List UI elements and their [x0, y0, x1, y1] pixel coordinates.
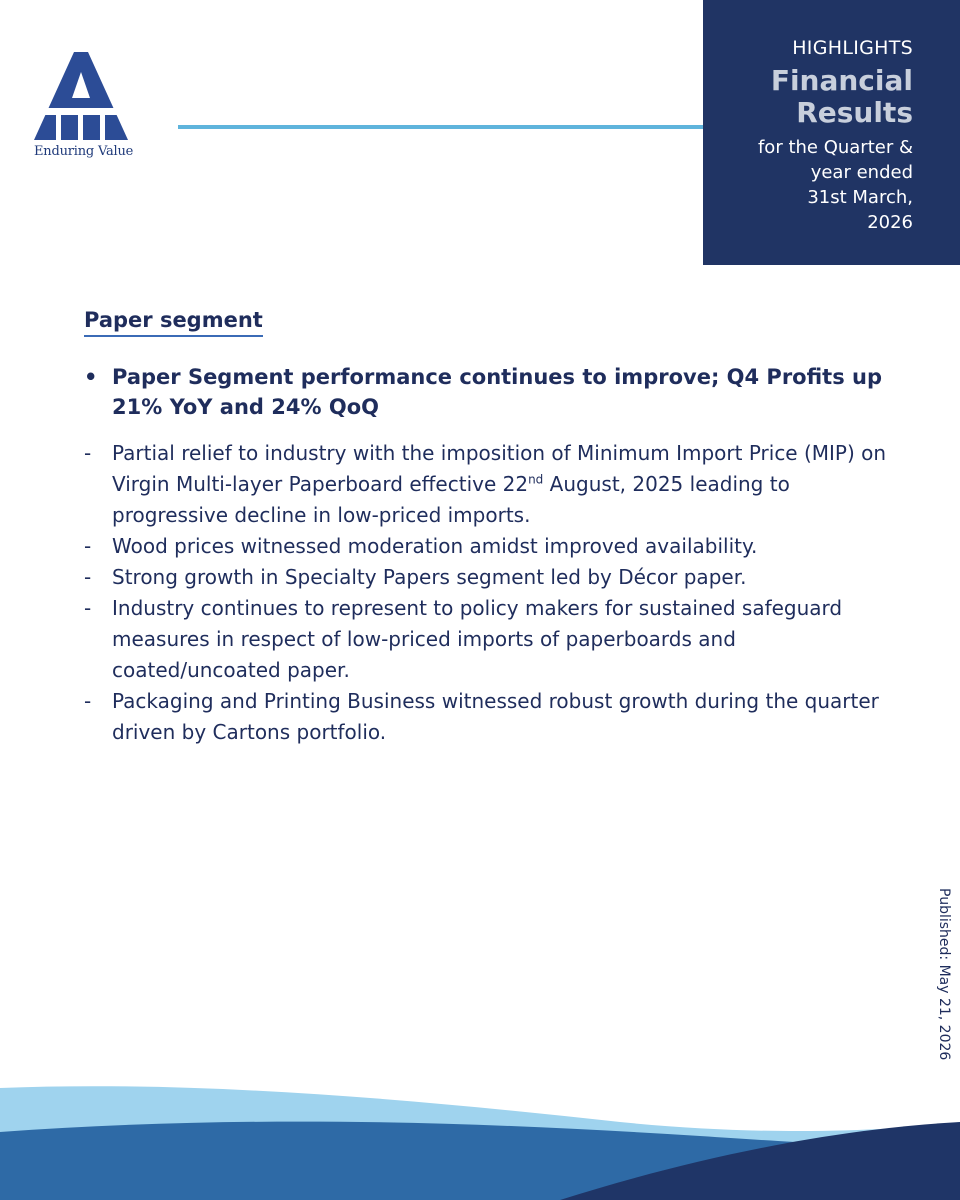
list-item — [84, 531, 904, 562]
points-list — [84, 438, 904, 748]
point-text: Industry continues to represent to policy makers for sustained safeguard measures in respect of low-priced imports of paperboards and coated/uncoated paper. — [112, 596, 843, 682]
headline-text: Paper Segment performance continues to improve; Q4 Profits up 21% YoY and 24% QoQ — [112, 365, 882, 419]
highlights-sub-line4: 2026 — [867, 212, 913, 233]
bullet-dot-icon: • — [84, 365, 98, 389]
point-text: Wood prices witnessed moderation amidst improved availability. — [112, 534, 758, 558]
point-text-part: August, 2025 leading to progressive decline in low-priced imports. — [112, 472, 790, 527]
point-text-part: Partial relief to industry with the imposition of Minimum Import Price (MIP) on Virgin Multi-layer Paperboard effective 22 — [112, 441, 887, 496]
section-title: Paper segment — [84, 308, 263, 337]
footer-waves — [0, 1070, 960, 1200]
headline-bullet — [84, 362, 904, 422]
dash-icon: - — [84, 596, 92, 620]
highlights-sub-line3: 31st March, — [807, 187, 913, 208]
main-content — [84, 308, 904, 748]
itc-logo-icon — [34, 50, 128, 142]
highlights-panel — [703, 0, 960, 265]
brand-tagline: Enduring Value — [34, 144, 134, 159]
dash-icon: - — [84, 689, 92, 713]
list-item — [84, 438, 904, 531]
highlights-title — [703, 65, 913, 129]
dash-icon: - — [84, 565, 92, 589]
highlights-kicker: HIGHLIGHTS — [792, 37, 913, 59]
brand-logo — [34, 50, 134, 159]
point-text: Packaging and Printing Business witnessed robust growth during the quarter driven by Cartons portfolio. — [112, 689, 879, 744]
dash-icon: - — [84, 534, 92, 558]
list-item — [84, 593, 904, 686]
highlights-title-line2: Results — [796, 96, 913, 129]
published-date: Published: May 21, 2026 — [936, 888, 952, 1061]
list-item — [84, 562, 904, 593]
header-divider — [178, 125, 704, 129]
highlights-title-line1: Financial — [770, 64, 913, 97]
highlights-sub-line1: for the Quarter & — [757, 137, 913, 158]
ordinal-suffix: nd — [528, 472, 544, 487]
list-item — [84, 686, 904, 748]
point-text — [112, 441, 886, 527]
point-text: Strong growth in Specialty Papers segment led by Décor paper. — [112, 565, 747, 589]
highlights-subtitle — [703, 135, 913, 235]
dash-icon: - — [84, 441, 92, 465]
highlights-sub-line2: year ended — [810, 162, 913, 183]
